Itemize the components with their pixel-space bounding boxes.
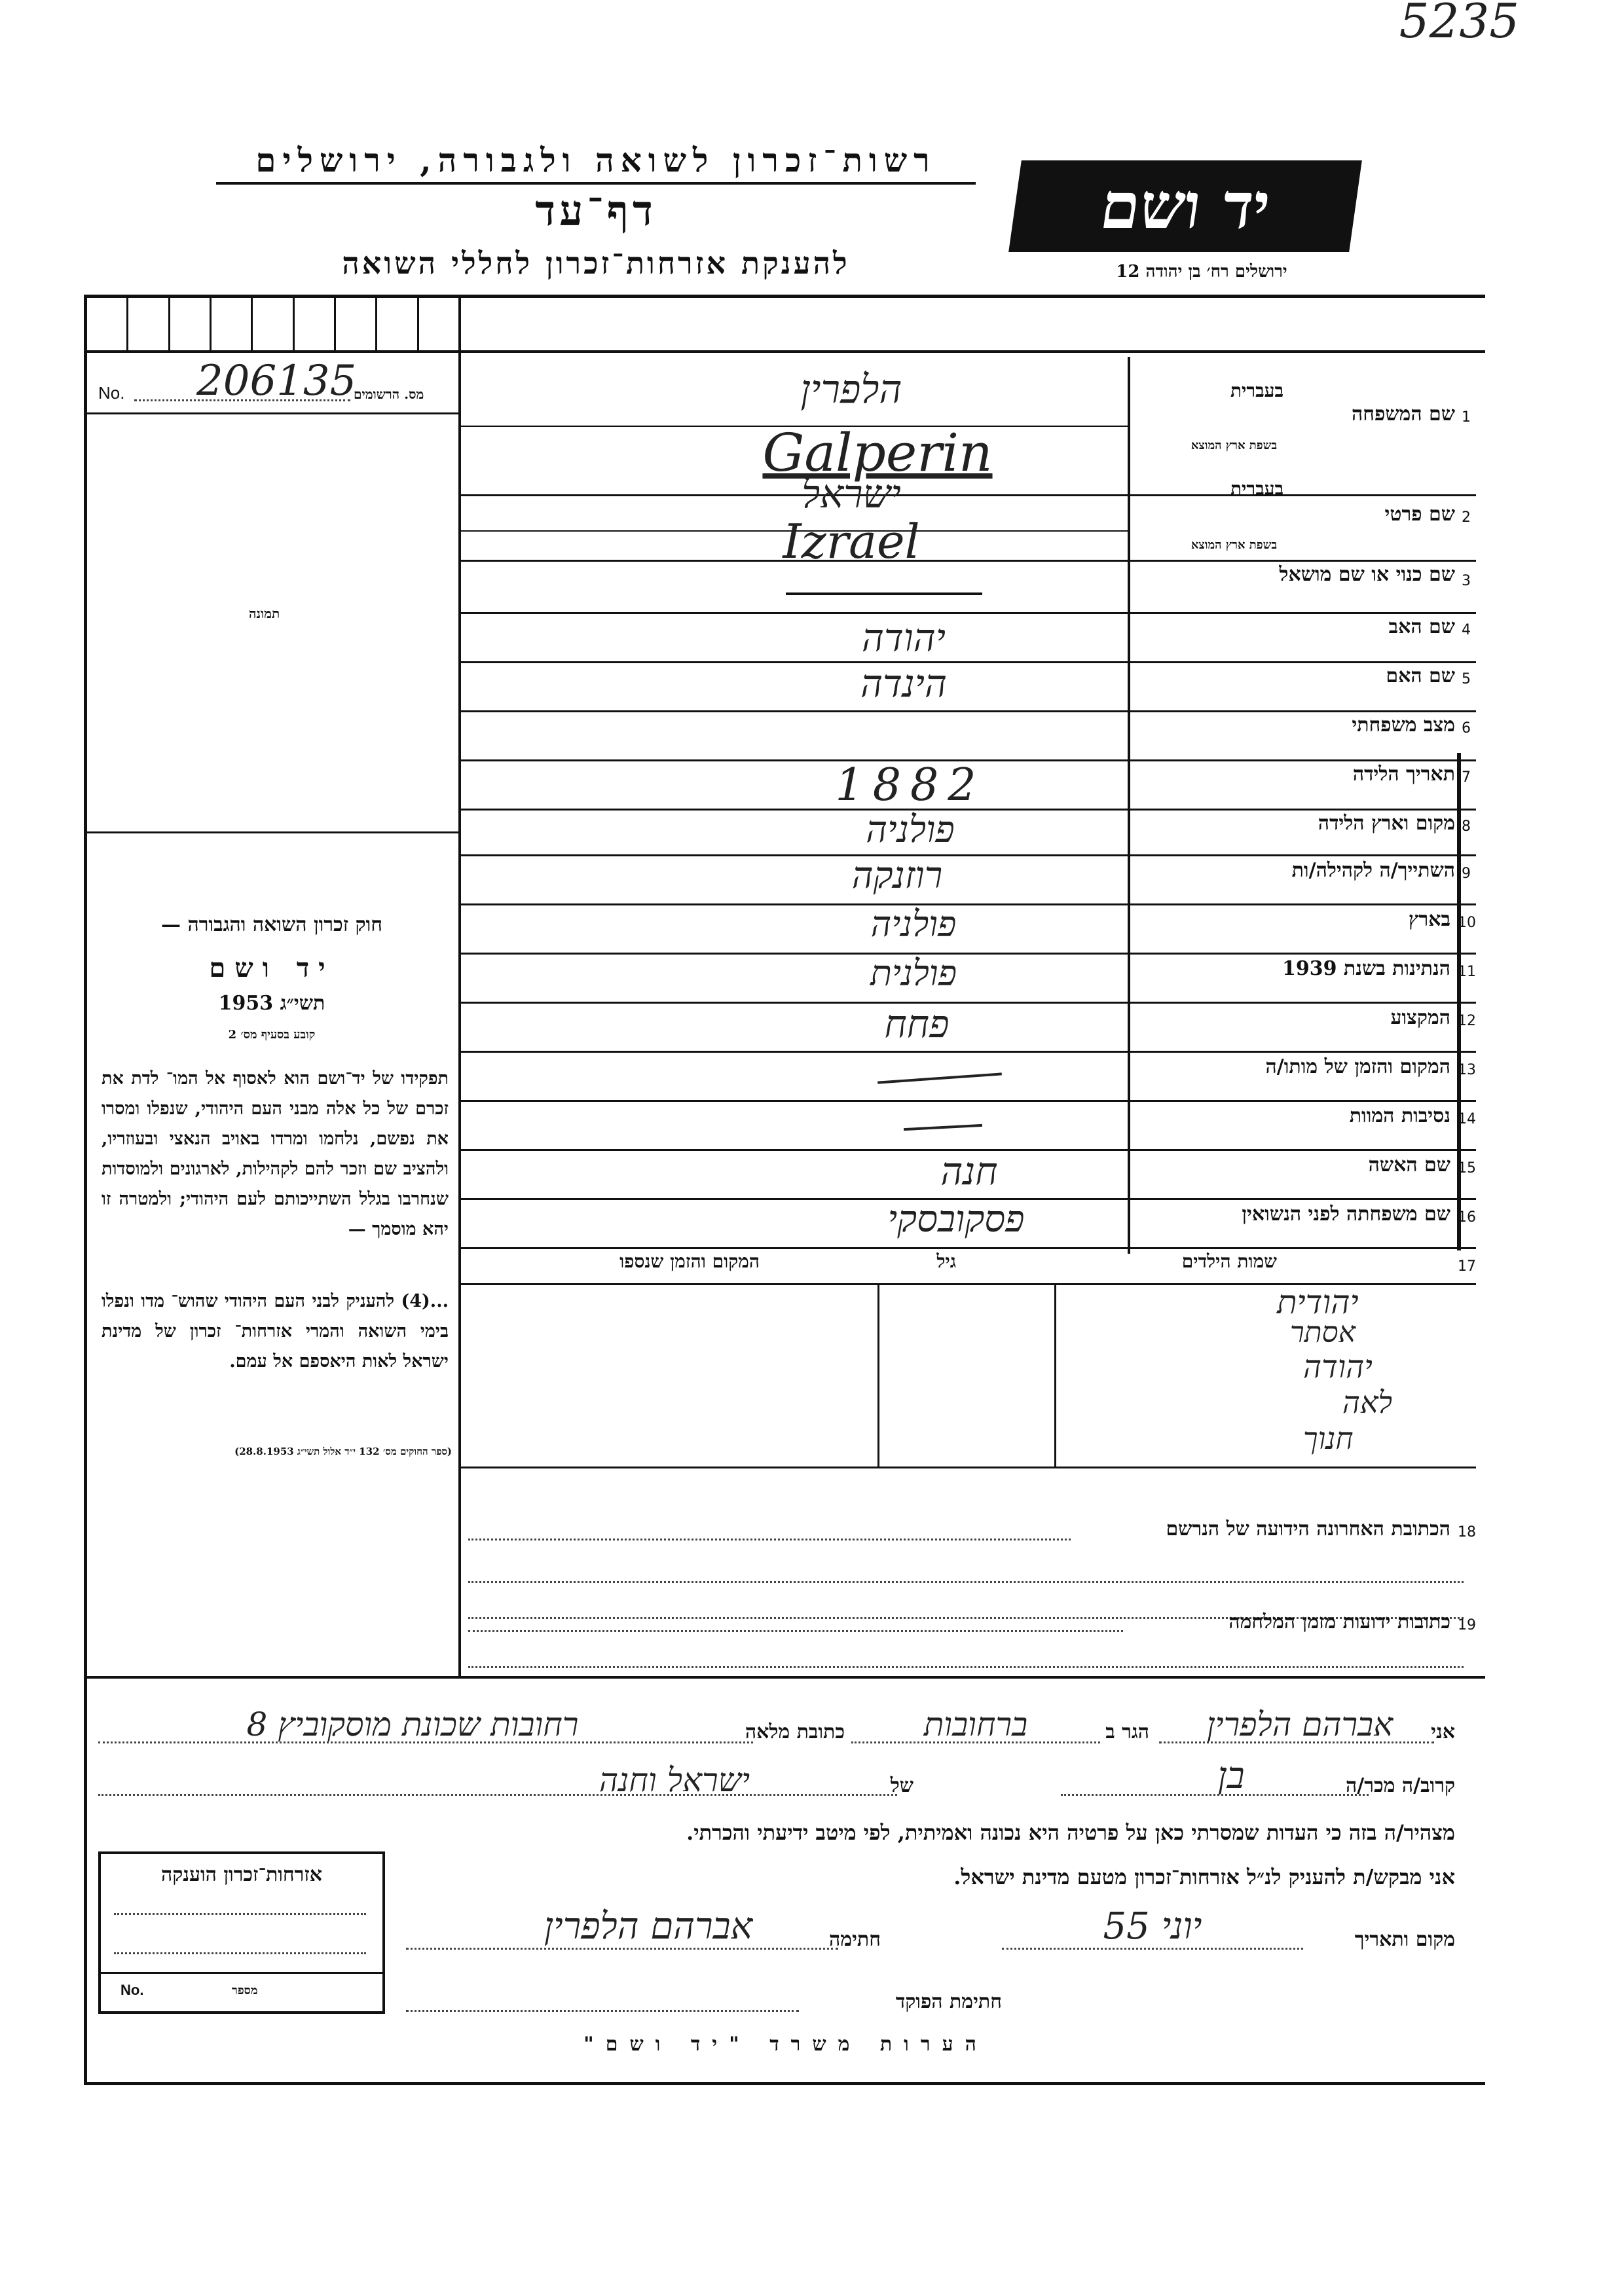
field-14-label: נסיבות המוות bbox=[1349, 1104, 1450, 1127]
field-11-value: פולנית bbox=[870, 953, 957, 994]
field-11-number: 11 bbox=[1458, 964, 1476, 980]
law-name: יד ושם bbox=[209, 953, 335, 983]
field-16-label: שם משפחתה לפני הנשואין bbox=[1242, 1203, 1450, 1226]
decl-relative-value: בן bbox=[1217, 1755, 1245, 1797]
field-4-label: שם האב bbox=[1388, 615, 1455, 638]
child-name-4: לאה bbox=[1342, 1385, 1393, 1420]
decl-resides-label: הגר ב bbox=[1105, 1721, 1149, 1743]
field-16-value: פסקובסקי bbox=[887, 1198, 1025, 1241]
field-16-number: 16 bbox=[1458, 1209, 1476, 1226]
logo-text: יד ושם bbox=[1096, 169, 1275, 243]
field-8-label: מקום וארץ הלידה bbox=[1318, 812, 1455, 835]
yad-vashem-logo bbox=[1008, 160, 1362, 252]
field-2-value-latin: Izrael bbox=[783, 514, 920, 569]
field-2-number: 2 bbox=[1462, 509, 1471, 526]
field-2-sub-top: בעברית bbox=[1230, 478, 1283, 500]
field-5-value: הינדה bbox=[860, 661, 947, 706]
decl-relative-label: קרוב/ה מכר/ה bbox=[1346, 1774, 1455, 1797]
decl-place-date-value: יוני 55 bbox=[1103, 1905, 1202, 1948]
field-1-sub-top: בעברית bbox=[1230, 380, 1283, 401]
citizenship-number-label: מספר bbox=[232, 1984, 258, 1997]
field-15-number: 15 bbox=[1458, 1160, 1476, 1176]
field-13-number: 13 bbox=[1458, 1062, 1476, 1078]
field-5-number: 5 bbox=[1462, 671, 1471, 687]
child-name-2: אסתר bbox=[1290, 1316, 1356, 1349]
law-text-2: ...(4) להעניק לבני העם היהודי שהוש־ מדו ונפלו בימי השואה והמרי אזרחות־ זכרון של מדינת ישראל לאות היאספם אל עמם. bbox=[101, 1291, 449, 1372]
decl-line-3: מצהיר/ה בזה כי העדות שמסרתי כאן על פרטיה היא נכונה ואמיתית, לפי מיטב ידיעתי והכרתי. bbox=[686, 1820, 1455, 1845]
law-clause: קובע בסעיף מס׳ 2 bbox=[228, 1028, 316, 1042]
field-2-value-hebrew: ישראל bbox=[802, 471, 901, 517]
field-9-value: רוזנקה bbox=[851, 854, 943, 897]
field-7-label: תאריך הלידה bbox=[1352, 763, 1455, 786]
field-7-value: 1882 bbox=[835, 759, 986, 811]
registration-label: מס. הרשומים bbox=[354, 386, 424, 402]
field-13-dash bbox=[877, 1072, 1002, 1084]
decl-line-4: אני מבקש/ת להעניק לנ״ל אזרחות־זכרון מטעם מדינת ישראל. bbox=[953, 1865, 1455, 1889]
field-11-label: הנתינות בשנת 1939 bbox=[1282, 957, 1450, 980]
field-17-number: 17 bbox=[1458, 1258, 1476, 1275]
children-col-place: המקום והזמן שנספו bbox=[619, 1250, 760, 1272]
registration-number: 206135 bbox=[196, 357, 357, 405]
photo-label: תמונה bbox=[249, 606, 280, 621]
field-1-sub-bottom: בשפת ארץ המוצא bbox=[1190, 439, 1277, 452]
decl-i-value: אברהם הלפרין bbox=[1206, 1705, 1393, 1743]
decl-signature-label: חתימה bbox=[829, 1928, 881, 1951]
decl-address-value: רחובות שכונת מוסקוביץ 8 bbox=[246, 1705, 579, 1743]
field-2-sub-bottom: בשפת ארץ המוצא bbox=[1190, 538, 1277, 552]
field-6-label: מצב משפחתי bbox=[1352, 714, 1455, 737]
field-4-number: 4 bbox=[1462, 622, 1471, 638]
decl-place-date-label: מקום ותאריך bbox=[1354, 1928, 1455, 1951]
field-1-value-latin: Galperin bbox=[762, 422, 993, 483]
field-3-label: שם כנוי או שם מושאל bbox=[1279, 563, 1455, 586]
field-18-number: 18 bbox=[1458, 1524, 1476, 1540]
field-8-value: פולניה bbox=[866, 809, 955, 851]
children-col-age: גיל bbox=[936, 1250, 956, 1272]
field-10-number: 10 bbox=[1458, 915, 1476, 931]
field-18-label: הכתובת האחרונה הידועה של הנרשם bbox=[1166, 1518, 1450, 1540]
field-9-label: השתייך/ה לקהילה/ות bbox=[1291, 859, 1455, 882]
field-12-number: 12 bbox=[1458, 1013, 1476, 1029]
children-col-names: שמות הילדים bbox=[1181, 1250, 1277, 1272]
law-text-1: תפקידו של יד־ושם הוא לאסוף אל המו־ לדת את זכרם של כל אלה מבני העם היהודי, שנפלו ומסרו את נפשם, נלחמו ומרדו באויב הנאצי ובעוזריו, ולהציב שם וזכר להם לקהילות, לארגונים ולמוסדות שנחרבו בגלל השתייכותם לעם היהודי; ולמטרה זו יהא מוסמך — bbox=[101, 1068, 449, 1239]
field-12-value: פחח bbox=[884, 1002, 950, 1046]
decl-address-label: כתובת מלאה bbox=[745, 1721, 845, 1743]
field-4-value: יהודה bbox=[862, 615, 946, 660]
registration-no-label: No. bbox=[98, 383, 125, 403]
page-title: דף־עד bbox=[535, 187, 657, 236]
logo-address: ירושלים רח׳ בן יהודה 12 bbox=[1116, 262, 1287, 282]
citizenship-box bbox=[98, 1851, 385, 2014]
field-6-number: 6 bbox=[1462, 720, 1471, 737]
child-name-5: חנוך bbox=[1303, 1421, 1354, 1456]
field-15-value: חנה bbox=[940, 1149, 998, 1194]
field-3-number: 3 bbox=[1462, 573, 1471, 589]
decl-i-label: אני bbox=[1431, 1721, 1455, 1743]
field-15-label: שם האשה bbox=[1368, 1154, 1450, 1176]
field-19-label: כתובות ידועות מזמן המלחמה bbox=[1228, 1611, 1450, 1633]
decl-of-label: של bbox=[890, 1774, 913, 1797]
law-citation: (ספר החוקים מס׳ 132 י״ד אלול תשי״ג 28.8.1953) bbox=[234, 1446, 452, 1457]
child-name-3: יהודה bbox=[1303, 1349, 1373, 1385]
citizenship-title: אזרחות־זכרון הוענקה bbox=[160, 1863, 323, 1886]
field-5-label: שם האם bbox=[1386, 665, 1455, 687]
field-1-number: 1 bbox=[1462, 409, 1471, 426]
field-2-label: שם פרטי bbox=[1384, 503, 1455, 526]
field-13-label: המקום והזמן של מותו/ה bbox=[1265, 1055, 1450, 1078]
citizenship-no-label: No. bbox=[120, 1982, 144, 1998]
child-name-1: יהודית bbox=[1277, 1283, 1359, 1321]
decl-resides-value: ברחובות bbox=[923, 1705, 1028, 1743]
footer-remarks: הערות משרד "יד ושם" bbox=[583, 2033, 988, 2056]
page-subtitle: להענקת אזרחות־זכרון לחללי השואה bbox=[342, 246, 850, 281]
field-19-number: 19 bbox=[1458, 1617, 1476, 1633]
authority-line: רשות־זכרון לשואה ולגבורה, ירושלים bbox=[216, 141, 976, 185]
field-10-value: פולניה bbox=[870, 903, 957, 945]
stamp-number: 5235 bbox=[1399, 0, 1519, 48]
decl-signature-value: אברהם הלפרין bbox=[544, 1905, 753, 1948]
field-9-number: 9 bbox=[1462, 866, 1471, 882]
law-title: חוק זכרון השואה והגבורה — bbox=[161, 913, 382, 936]
grid-boxes bbox=[87, 298, 458, 350]
field-14-number: 14 bbox=[1458, 1111, 1476, 1127]
decl-officer-label: חתימת הפוקד bbox=[895, 1990, 1002, 2013]
field-14-dash bbox=[904, 1124, 982, 1131]
field-1-label: שם המשפחה bbox=[1351, 403, 1455, 426]
field-1-value-hebrew: הלפרין bbox=[800, 367, 902, 412]
field-10-label: בארץ bbox=[1408, 908, 1450, 931]
field-7-number: 7 bbox=[1462, 769, 1471, 786]
field-12-label: המקצוע bbox=[1390, 1006, 1450, 1029]
law-year: תשי״ג 1953 bbox=[218, 992, 325, 1015]
decl-of-value: ישראל וחנה bbox=[599, 1761, 750, 1799]
field-8-number: 8 bbox=[1462, 818, 1471, 835]
